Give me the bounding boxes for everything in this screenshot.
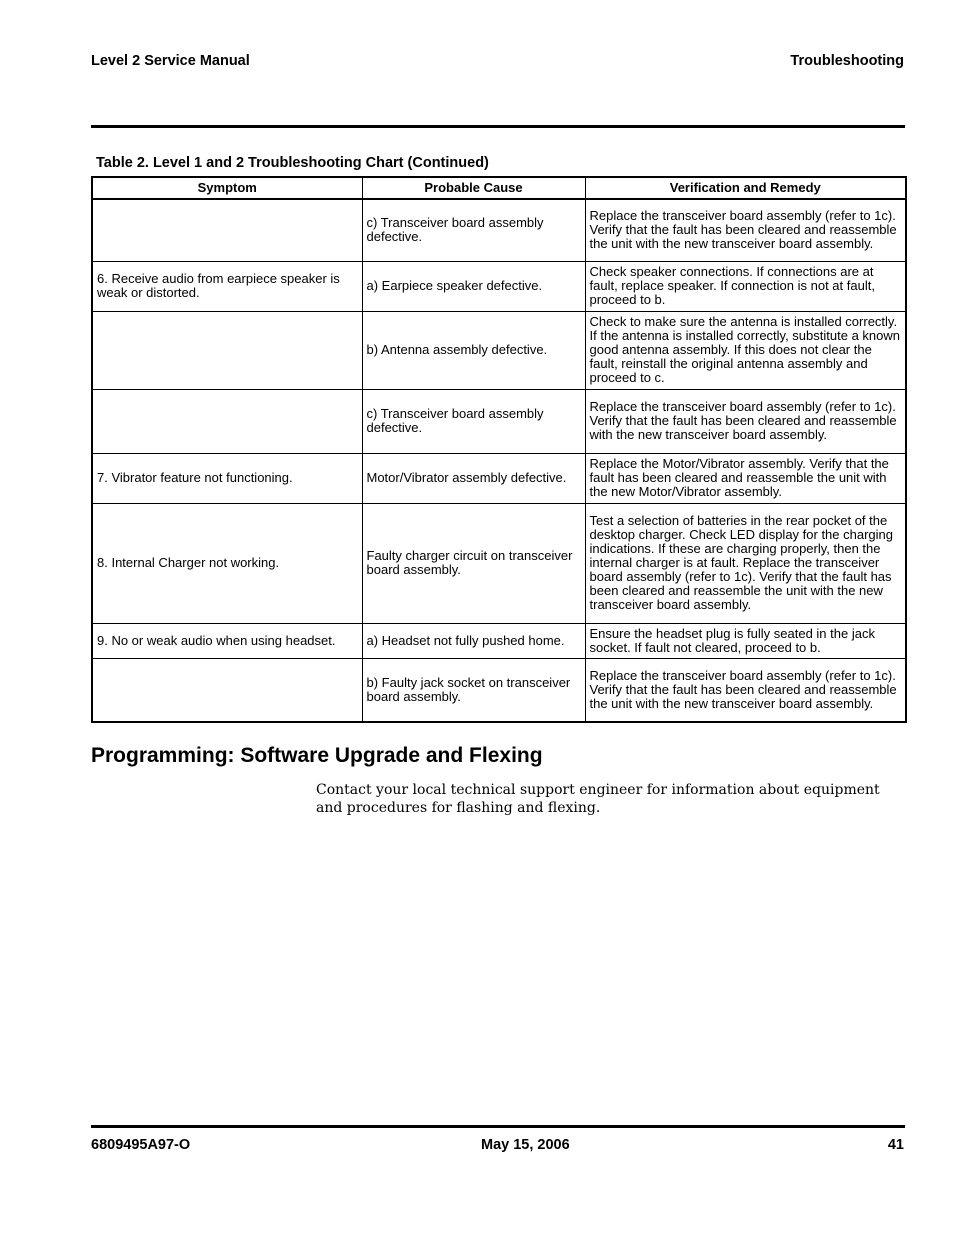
table-header-row bbox=[92, 177, 906, 199]
remedy-cell: Replace the transceiver board assembly (refer to 1c). Verify that the fault has been cleared and reassemble the unit with the new transceiver board assembly. bbox=[585, 658, 906, 722]
table-row bbox=[92, 261, 906, 311]
document-number: 6809495A97-O bbox=[91, 1137, 191, 1153]
table-caption: Table 2. Level 1 and 2 Troubleshooting Chart (Continued) bbox=[96, 155, 489, 171]
cause-cell: a) Earpiece speaker defective. bbox=[362, 261, 585, 311]
column-header-symptom: Symptom bbox=[92, 177, 362, 199]
page-header bbox=[91, 53, 904, 69]
column-header-verification-remedy: Verification and Remedy bbox=[585, 177, 906, 199]
remedy-cell: Check to make sure the antenna is installed correctly. If the antenna is installed correctly, substitute a known good antenna assembly. If this does not clear the fault, reinstall the original antenna assembly and proceed to c. bbox=[585, 311, 906, 389]
page-number: 41 bbox=[887, 1137, 904, 1153]
cause-cell: c) Transceiver board assembly defective. bbox=[362, 389, 585, 453]
table-row bbox=[92, 623, 906, 658]
remedy-cell: Ensure the headset plug is fully seated in the jack socket. If fault not cleared, proceed to b. bbox=[585, 623, 906, 658]
troubleshooting-table bbox=[91, 176, 907, 723]
publication-date: May 15, 2006 bbox=[481, 1137, 570, 1153]
section-paragraph: Contact your local technical support engineer for information about equipment and procedures for flashing and flexing. bbox=[316, 782, 880, 816]
header-divider bbox=[91, 125, 905, 128]
symptom-cell bbox=[92, 389, 362, 453]
table-row bbox=[92, 503, 906, 623]
footer-divider bbox=[91, 1125, 905, 1128]
cause-cell: b) Antenna assembly defective. bbox=[362, 311, 585, 389]
cause-cell: c) Transceiver board assembly defective. bbox=[362, 199, 585, 261]
table-row bbox=[92, 658, 906, 722]
remedy-cell: Replace the transceiver board assembly (refer to 1c). Verify that the fault has been cleared and reassemble the unit with the new transceiver board assembly. bbox=[585, 199, 906, 261]
table-row bbox=[92, 389, 906, 453]
column-header-probable-cause: Probable Cause bbox=[362, 177, 585, 199]
symptom-cell: 7. Vibrator feature not functioning. bbox=[92, 453, 362, 503]
section-heading: Programming: Software Upgrade and Flexing bbox=[91, 744, 543, 767]
symptom-cell: 9. No or weak audio when using headset. bbox=[92, 623, 362, 658]
symptom-cell bbox=[92, 311, 362, 389]
table-row bbox=[92, 311, 906, 389]
remedy-cell: Replace the transceiver board assembly (refer to 1c). Verify that the fault has been cleared and reassemble with the new transceiver board assembly. bbox=[585, 389, 906, 453]
symptom-cell: 8. Internal Charger not working. bbox=[92, 503, 362, 623]
remedy-cell: Test a selection of batteries in the rear pocket of the desktop charger. Check LED display for the charging indications. If these are charging properly, then the internal charger is at fault. Replace the transceiver board assembly (refer to 1c). Verify that the fault has been cleared and reassemble the unit with the new transceiver board assembly. bbox=[585, 503, 906, 623]
cause-cell: b) Faulty jack socket on transceiver board assembly. bbox=[362, 658, 585, 722]
cause-cell: a) Headset not fully pushed home. bbox=[362, 623, 585, 658]
symptom-cell: 6. Receive audio from earpiece speaker is weak or distorted. bbox=[92, 261, 362, 311]
symptom-cell bbox=[92, 658, 362, 722]
remedy-cell: Replace the Motor/Vibrator assembly. Verify that the fault has been cleared and reassemble the unit with the new Motor/Vibrator assembly. bbox=[585, 453, 906, 503]
header-manual-title: Level 2 Service Manual bbox=[91, 53, 250, 69]
table-row bbox=[92, 453, 906, 503]
symptom-cell bbox=[92, 199, 362, 261]
table-row bbox=[92, 199, 906, 261]
cause-cell: Faulty charger circuit on transceiver board assembly. bbox=[362, 503, 585, 623]
cause-cell: Motor/Vibrator assembly defective. bbox=[362, 453, 585, 503]
header-chapter-title: Troubleshooting bbox=[790, 53, 904, 69]
remedy-cell: Check speaker connections. If connections are at fault, replace speaker. If connection is not at fault, proceed to b. bbox=[585, 261, 906, 311]
